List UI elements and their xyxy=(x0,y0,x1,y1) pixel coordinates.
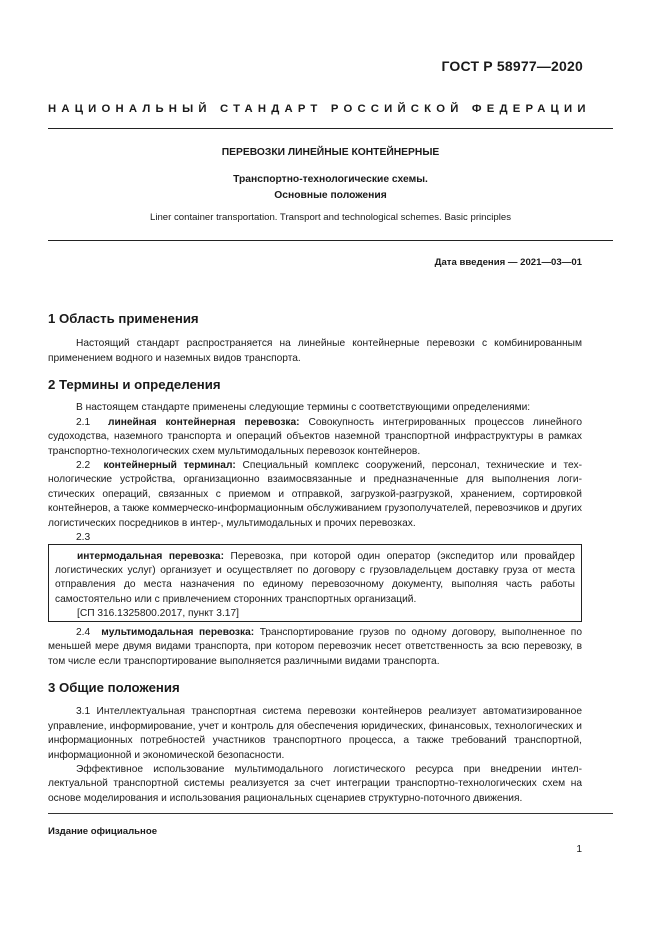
term-2-3-reference: [СП 316.1325800.2017, пункт 3.17] xyxy=(77,607,239,619)
term-2-3 xyxy=(55,550,575,607)
term-2-3-number: 2.3 xyxy=(76,532,91,544)
term-2-4-number: 2.4 xyxy=(76,627,91,638)
section-2-heading: 2 Термины и определения xyxy=(48,377,221,392)
term-2-1-number: 2.1 xyxy=(76,416,91,428)
official-edition-label: Издание официальное xyxy=(48,826,158,837)
term-2-3-box xyxy=(48,544,582,622)
introduction-date: Дата введения — 2021—03—01 xyxy=(434,257,582,268)
top-divider xyxy=(48,128,613,129)
section-3-paragraph-2: Эффективное использование мультимодального логистического ресурса при внедрении интеллектуальной транспортной системы реализуется за счет интеграции транспортно-технологических схем на основе моделирования и использования рациональных сценариев структурно-поточного движения. xyxy=(48,764,582,804)
section-1-text: Настоящий стандарт распространяется на линейные контейнерные перевозки с комбинированным применением водного и наземных видов транспорта. xyxy=(48,338,582,364)
term-2-1-name: линейная контейнерная перевозка: xyxy=(107,416,300,428)
national-standard-heading: НАЦИОНАЛЬНЫЙ СТАНДАРТ РОССИЙСКОЙ ФЕДЕРАЦИИ xyxy=(48,103,591,115)
document-subtitle xyxy=(48,172,613,203)
title-divider xyxy=(48,240,613,241)
term-2-4-block xyxy=(48,626,582,669)
subtitle-line-1: Транспортно-технологические схемы. xyxy=(233,174,428,185)
english-title: Liner container transportation. Transport and technological schemes. Basic principles xyxy=(149,212,512,223)
term-2-4-name: мультимодальная перевозка: xyxy=(101,627,255,638)
term-2-2 xyxy=(48,459,582,531)
section-3-paragraph-1: 3.1 Интеллектуальная транспортная система перевозки контейнеров реализует автоматизированное управление, информирование, учет и контроль для обеспечения юридических, финансовых, технологических и информационных потребностей участников транспортного процесса, а также требований транспортной, информационной и экономической безопасности. xyxy=(48,706,582,761)
section-3-heading: 3 Общие положения xyxy=(48,680,180,695)
term-2-4-definition: Транспортирование грузов по одному договору, выполненное по меньшей мере двумя видами транспорта, при котором перевозчик несет ответственность за всю перевозку, в том числе если транспортирование выполняется различными видами транспорта. xyxy=(48,627,582,667)
section-1-heading: 1 Область применения xyxy=(48,311,199,326)
term-2-2-definition: Специальный комплекс сооружений, персонал, технические и технологические устройства, организационно взаимосвязанные и предназначенные для выполнения логистических операций, связанных с приемом и отправкой, загрузкой-разгрузкой, хранением, сортировкой контейнеров, а также коммерческо-информационным обслуживанием грузополучателей, перевозчиков и других логистических посредников в интер-, мультимодальных и прочих перевозках. xyxy=(48,460,582,529)
term-2-1 xyxy=(48,416,582,459)
footer-divider xyxy=(48,813,613,814)
term-2-2-name: контейнерный терминал: xyxy=(103,460,236,472)
term-2-1-definition: Совокупность интегрированных процессов линейного судоходства, наземного транспорта и операций объектов наземной транспортной инфраструктуры в рамках транспортно-технологических схем мультимодальных перевозок контейнеров. xyxy=(48,416,582,457)
term-2-4 xyxy=(48,626,582,669)
term-2-3-name: интермодальная перевозка: xyxy=(77,551,224,562)
term-2-3-definition: Перевозка, при которой один оператор (экспедитор или провайдер логистических услуг) организует и осуществляет по договору с грузовладельцем доставку груза от места отправления до места назначения по единому перевозочному документу, выполняя часть работы самостоятельно или с привлечением сторонних транспортных организаций. xyxy=(55,551,575,605)
section-3 xyxy=(48,681,582,806)
term-2-2-number: 2.2 xyxy=(76,460,91,472)
document-code: ГОСТ Р 58977—2020 xyxy=(441,58,583,74)
page-number: 1 xyxy=(576,844,582,855)
section-2-intro: В настоящем стандарте применены следующие термины с соответствующими определениями: xyxy=(76,402,531,414)
document-title: ПЕРЕВОЗКИ ЛИНЕЙНЫЕ КОНТЕЙНЕРНЫЕ xyxy=(221,147,440,158)
section-1 xyxy=(48,312,582,366)
subtitle-line-2: Основные положения xyxy=(274,189,387,201)
section-2 xyxy=(48,378,582,545)
